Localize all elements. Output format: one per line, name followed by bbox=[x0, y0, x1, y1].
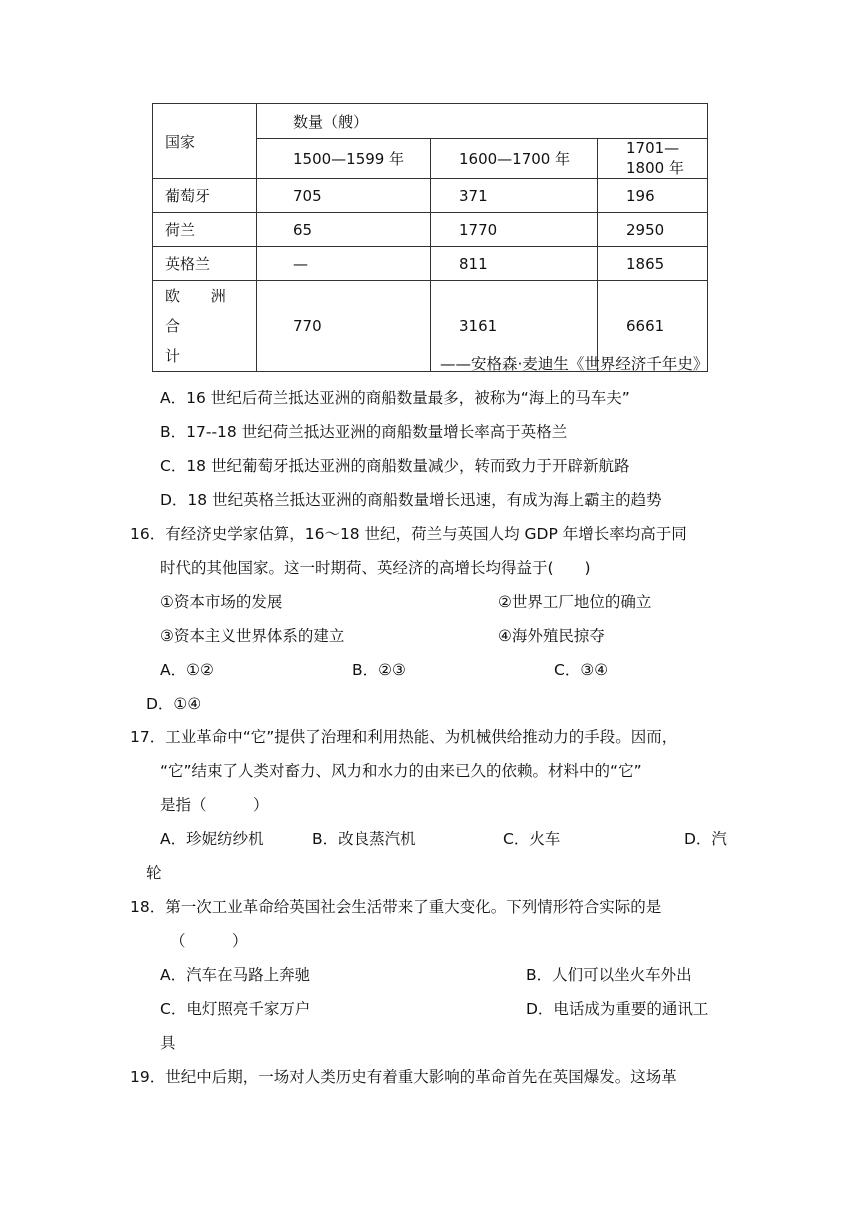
row-value: 196 bbox=[598, 179, 708, 213]
row-value: — bbox=[257, 247, 431, 281]
row-value: 1770 bbox=[431, 213, 598, 247]
row-value: 6661 bbox=[598, 281, 708, 372]
q17-option-d-continued: 轮 bbox=[146, 864, 162, 882]
q17-option-c: C．火车 bbox=[503, 830, 561, 848]
row-value: 1865 bbox=[598, 247, 708, 281]
table-row bbox=[153, 179, 708, 213]
q18-stem-line2: （ ） bbox=[170, 932, 248, 950]
q16-option-a: A．①② bbox=[160, 661, 214, 679]
q18-option-c: C．电灯照亮千家万户 bbox=[160, 1000, 311, 1018]
row-country: 葡萄牙 bbox=[153, 179, 257, 213]
q17-option-a: A．珍妮纺纱机 bbox=[160, 830, 264, 848]
q16-option-c: C．③④ bbox=[554, 661, 609, 679]
q17-stem-line1: 17．工业革命中“它”提供了治理和利用热能、为机械供给推动力的手段。因而， bbox=[130, 728, 678, 746]
q19-stem-line1: 19．世纪中后期，一场对人类历史有着重大影响的革命首先在英国爆发。这场革 bbox=[130, 1068, 677, 1086]
row-value: 705 bbox=[257, 179, 431, 213]
row-value: 811 bbox=[431, 247, 598, 281]
table-source: ——安格森·麦迪生《世界经济千年史》 bbox=[440, 355, 709, 373]
q15-option-a: A．16 世纪后荷兰抵达亚洲的商船数量最多，被称为“海上的马车夫” bbox=[160, 389, 630, 407]
q18-option-a: A．汽车在马路上奔驰 bbox=[160, 966, 311, 984]
table-row bbox=[153, 213, 708, 247]
header-period-3: 1701—1800 年 bbox=[598, 139, 708, 179]
row-value: 2950 bbox=[598, 213, 708, 247]
row-value: 371 bbox=[431, 179, 598, 213]
q15-option-c: C．18 世纪葡萄牙抵达亚洲的商船数量减少，转而致力于开辟新航路 bbox=[160, 457, 630, 475]
row-country: 英格兰 bbox=[153, 247, 257, 281]
header-country: 国家 bbox=[153, 104, 257, 179]
q16-stem-line2: 时代的其他国家。这一时期荷、英经济的高增长均得益于( ) bbox=[160, 559, 591, 577]
q16-item-2: ②世界工厂地位的确立 bbox=[498, 593, 652, 611]
q16-item-4: ④海外殖民掠夺 bbox=[498, 627, 605, 645]
row-country-total-line1: 欧 洲 合 bbox=[165, 287, 239, 335]
row-country-total bbox=[153, 281, 257, 372]
row-value: 65 bbox=[257, 213, 431, 247]
q18-option-b: B．人们可以坐火车外出 bbox=[526, 966, 692, 984]
q16-option-b: B．②③ bbox=[352, 661, 406, 679]
row-country-total-line2: 计 bbox=[165, 347, 194, 365]
q17-stem-line3: 是指（ ） bbox=[160, 796, 269, 814]
q18-option-d: D．电话成为重要的通讯工 bbox=[526, 1000, 709, 1018]
row-value: 3161 bbox=[431, 281, 598, 372]
row-value: 770 bbox=[257, 281, 431, 372]
q18-stem-line1: 18．第一次工业革命给英国社会生活带来了重大变化。下列情形符合实际的是 bbox=[130, 898, 662, 916]
q17-option-d: D．汽 bbox=[684, 830, 727, 848]
q16-stem-line1: 16．有经济史学家估算，16～18 世纪，荷兰与英国人均 GDP 年增长率均高于同 bbox=[130, 525, 687, 543]
q17-option-b: B．改良蒸汽机 bbox=[312, 830, 416, 848]
row-country: 荷兰 bbox=[153, 213, 257, 247]
ship-count-table bbox=[152, 103, 708, 372]
q16-item-3: ③资本主义世界体系的建立 bbox=[160, 627, 345, 645]
q17-stem-line2: “它”结束了人类对畜力、风力和水力的由来已久的依赖。材料中的“它” bbox=[160, 762, 642, 780]
q15-option-b: B．17--18 世纪荷兰抵达亚洲的商船数量增长率高于英格兰 bbox=[160, 423, 568, 441]
header-period-1: 1500—1599 年 bbox=[257, 139, 431, 179]
header-quantity: 数量（艘） bbox=[257, 104, 708, 139]
q15-option-d: D．18 世纪英格兰抵达亚洲的商船数量增长迅速，有成为海上霸主的趋势 bbox=[160, 491, 662, 509]
header-period-2: 1600—1700 年 bbox=[431, 139, 598, 179]
q16-item-1: ①资本市场的发展 bbox=[160, 593, 283, 611]
table-row bbox=[153, 247, 708, 281]
q16-option-d: D．①④ bbox=[146, 695, 202, 713]
q18-option-d-continued: 具 bbox=[160, 1034, 176, 1052]
